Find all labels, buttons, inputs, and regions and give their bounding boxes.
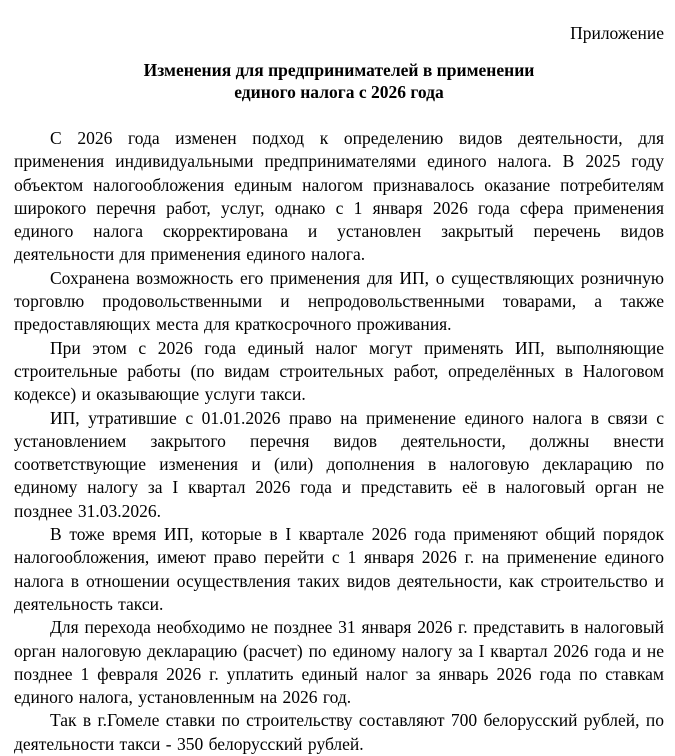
document-title	[14, 60, 664, 103]
paragraph-6: Для перехода необходимо не позднее 31 января 2026 г. представить в налоговый орган налоговую декларацию (расчет) по единому налогу за I квартал 2026 года и не позднее 1 февраля 2026 г. уплатить единый налог за январь 2026 года по ставкам единого налога, установленным на 2026 год.	[14, 617, 664, 708]
paragraph-2: Сохранена возможность его применения для ИП, о существляющих розничную торговлю продовольственными и непродовольственными товарами, а также предоставляющих места для краткосрочного проживания.	[14, 267, 664, 335]
paragraph-7: Так в г.Гомеле ставки по строительству составляют 700 белорусский рублей, по деятельности такси - 350 белорусский рублей.	[14, 710, 664, 754]
paragraph-4: ИП, утратившие с 01.01.2026 право на применение единого налога в связи с установлением закрытого перечня видов деятельности, должны внести соответствующие изменения и (или) дополнения в налоговую декларацию по единому налогу за I квартал 2026 года и представить её в налоговый орган не позднее 31.03.2026.	[14, 407, 664, 521]
title-line-2: единого налога с 2026 года	[234, 81, 444, 102]
paragraph-3: При этом с 2026 года единый налог могут применять ИП, выполняющие строительные работы (по видам строительных работ, определённых в Налоговом кодексе) и оказывающие услуги такси.	[14, 337, 664, 405]
title-line-1: Изменения для предпринимателей в применении	[143, 60, 535, 80]
document-body	[14, 127, 664, 756]
paragraph-1: С 2026 года изменен подход к определению видов деятельности, для применения индивидуальными предпринимателями единого налога. В 2025 году объектом налогообложения единым налогом признавалось оказание потребителям широкого перечня работ, услуг, однако с 1 января 2026 года сфера применения единого налога скорректирована и установлен закрытый перечень видов деятельности для применения единого налога.	[14, 128, 664, 265]
paragraph-5: В тоже время ИП, которые в I квартале 2026 года применяют общий порядок налогообложения, имеют право перейти с 1 января 2026 г. на применение единого налога в отношении осуществления таких видов деятельности, как строительство и деятельность такси.	[14, 524, 664, 614]
annotation-label: Приложение	[570, 23, 664, 43]
